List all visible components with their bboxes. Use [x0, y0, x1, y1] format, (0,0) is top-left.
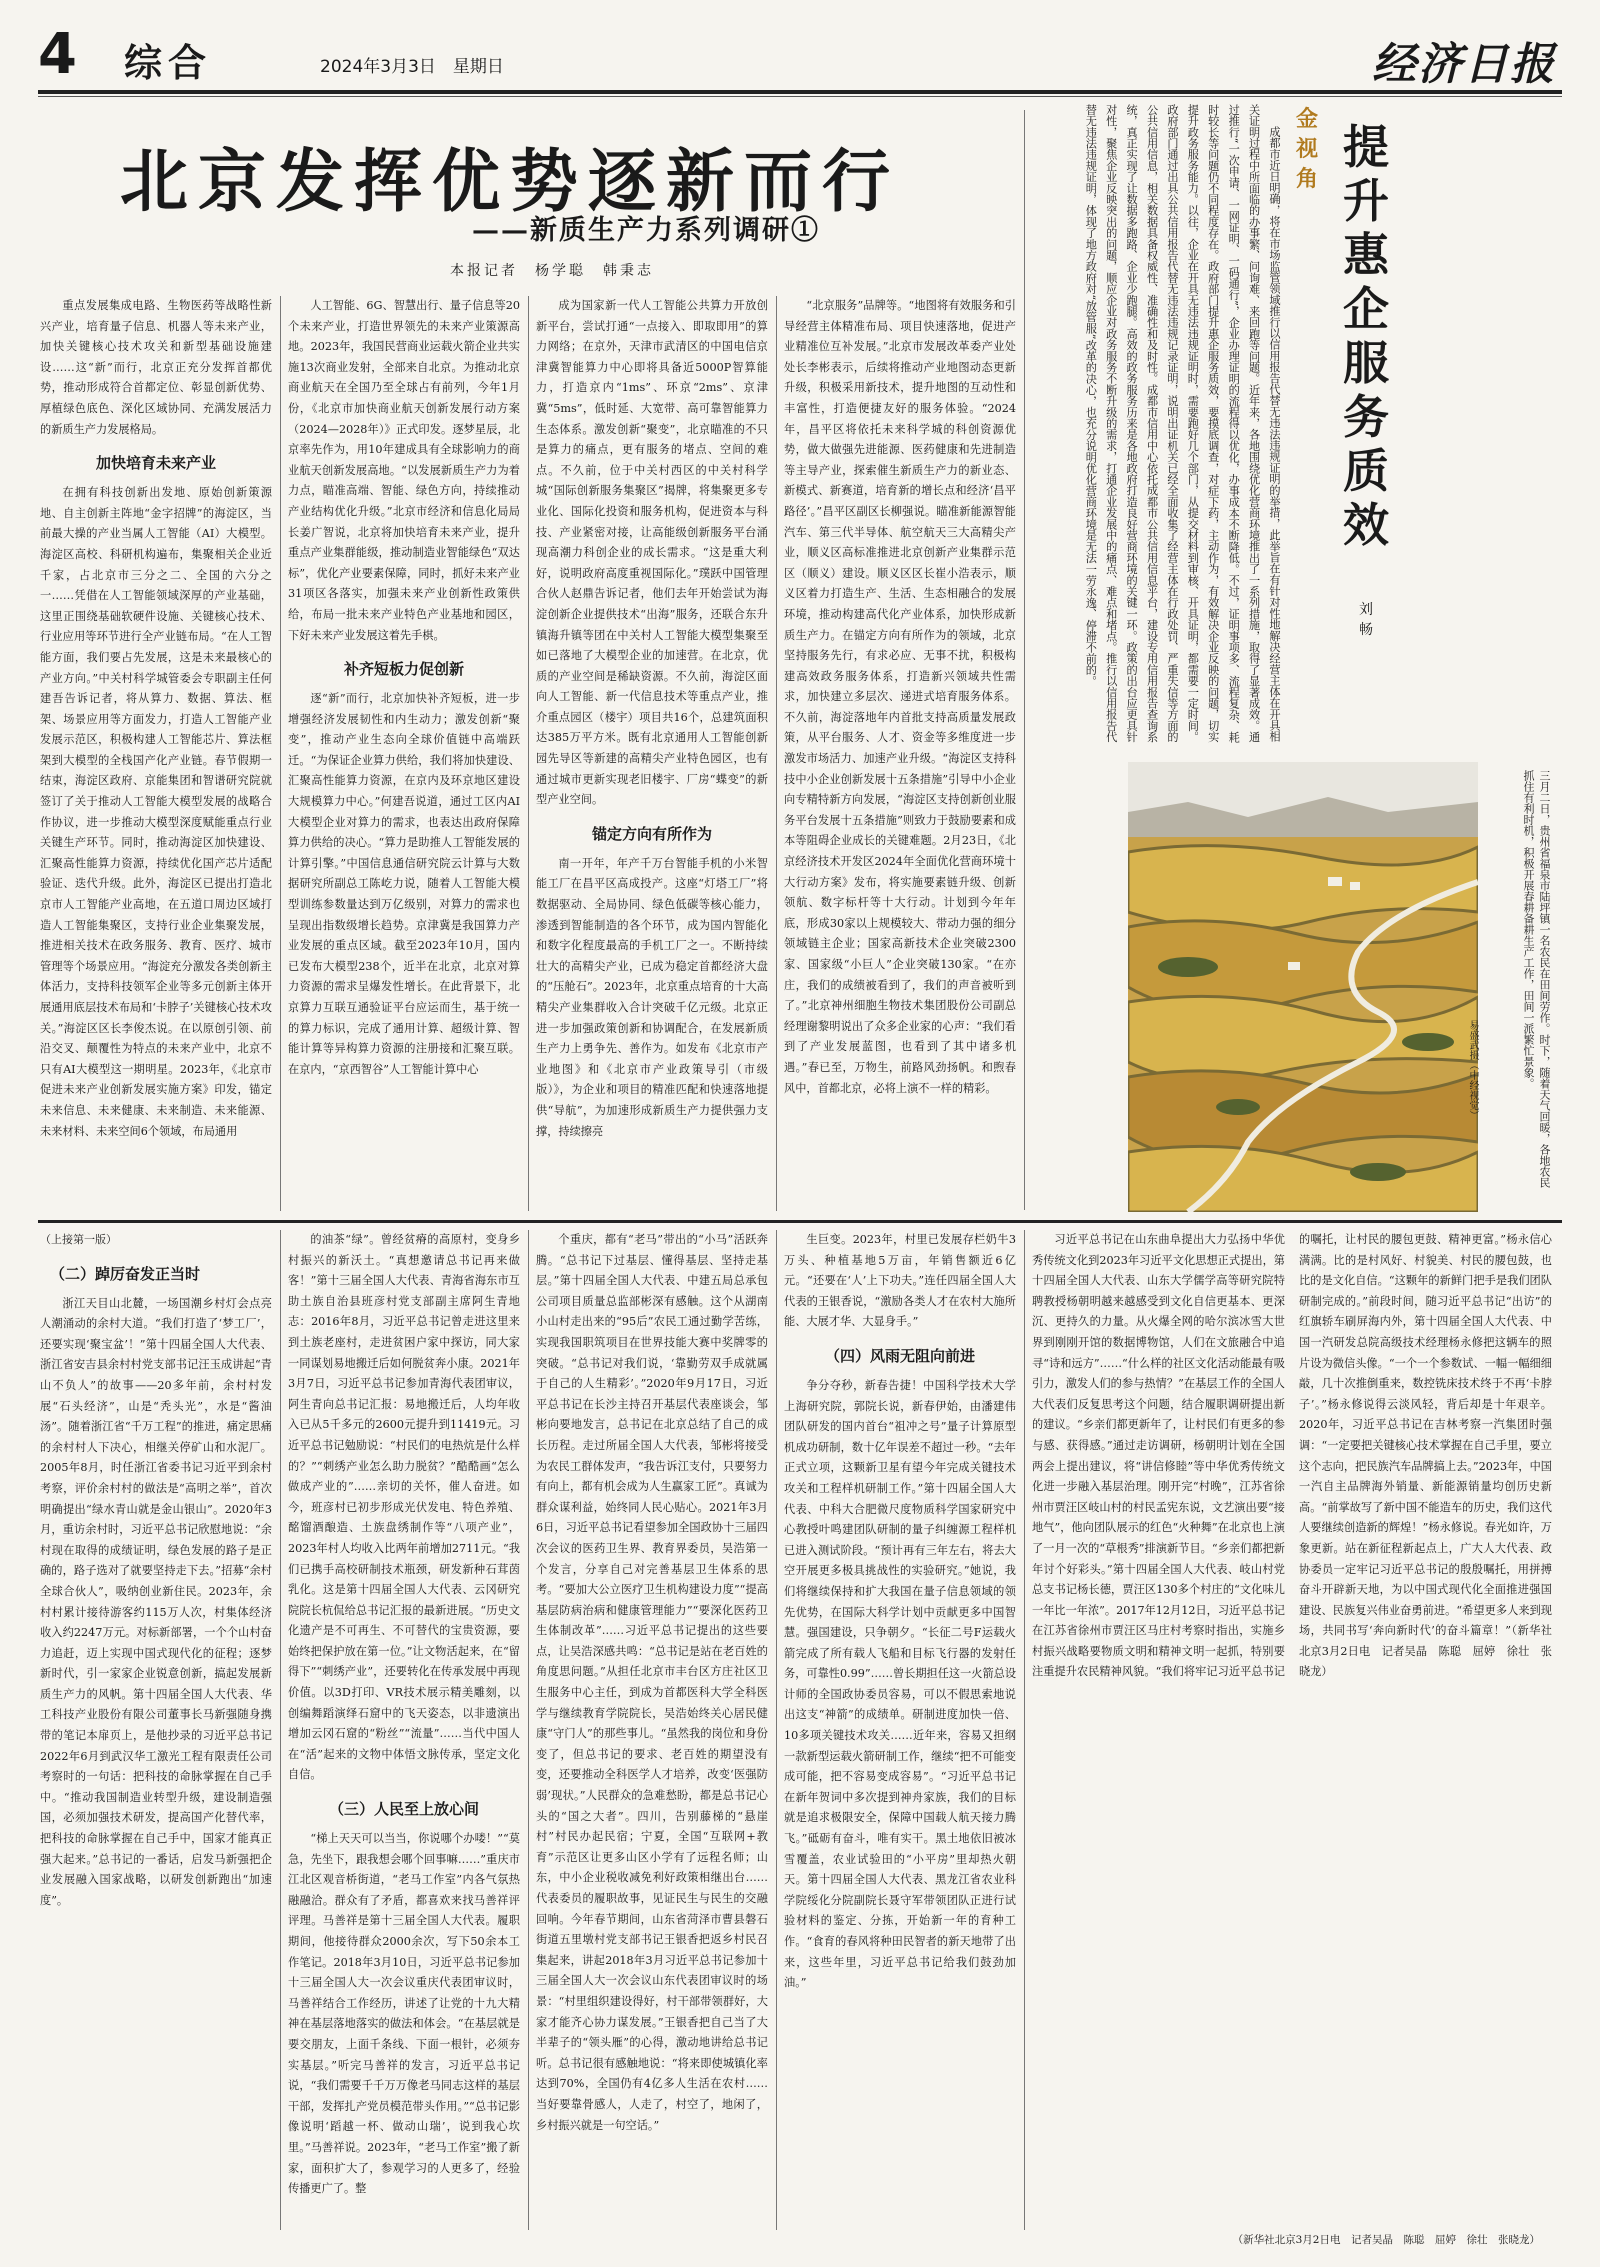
header-rule [38, 90, 1562, 94]
issue-date: 2024年3月3日 星期日 [320, 57, 504, 77]
lead-headline: 北京发挥优势逐新而行 [120, 143, 901, 222]
sidebar-title: 提升惠企服务质效 [1343, 120, 1389, 552]
sidebar-author: 刘畅 [1359, 602, 1373, 638]
lead-column-2 [288, 296, 520, 1211]
continuation-label: （上接第一版） [40, 1233, 117, 1246]
cont-part-4-title: （四）风雨无阻向前进 [824, 1346, 975, 1365]
lead-col1-body: 在拥有科技创新出发地、原始创新策源地、自主创新主阵地“金字招牌”的海淀区，当前最大操的产业当属人工智能（AI）大模型。海淀区高校、科研机构遍布，集聚相关企业近千家，占北京市三分之二、全国的六分之一……凭借在人工智能领域深厚的产业基础，这里正围绕基础软硬件设施、关键核心技术、行业应用等环节进行全产业链布局。“在人工智能方面，我们要占先发展，这是未来最核心的产业方向。”中关村科学城管委会专职副主任何建吾告诉记者，将从算力、数据、算法、框架、场景应用等方面发力，打造人工智能产业发展示范区，积极构建人工智能芯片、算法框架到大模型的全栈国产化产业链。春节假期一结束，海淀区政府、京能集团和智谱研究院就签订了关于推动人工智能大模型发展的战略合作协议，进一步推动大模型深度赋能重点行业关键生产环节。同时，推动海淀区加快建设、汇聚高性能算力资源，持续优化国产芯片适配验证、迭代升级。此外，海淀区已提出打造北京市人工智能产业高地，在五道口周边区域打造人工智能集聚区，支持行业企业集聚发展，推进相关技术在政务服务、教育、医疗、城市管理等个场景应用。“海淀充分激发各类创新主体活力，支持科技领军企业等多元创新主体开展通用底层技术布局和‘卡脖子’关键核心技术攻关。”海淀区区长李俊杰说。在以原创引领、前沿交叉、颠覆性为特点的未来产业中，北京不只有AI大模型这一期明星。2023年，《北京市促进未来产业创新发展实施方案》印发，锚定未来信息、未来健康、未来制造、未来能源、未来材料、未来空间6个领域，布局通用 [40, 486, 272, 1138]
page-header [38, 22, 1562, 90]
cont-column-5 [1032, 1230, 1552, 2225]
lead-section-2-title: 补齐短板力促创新 [343, 660, 464, 679]
farmland-photo [1128, 762, 1478, 1212]
cont-column-1 [40, 1230, 272, 2230]
photo-credit: 易盛武摄（中经视觉） [1467, 1020, 1478, 1120]
lead-column-1 [40, 296, 272, 1211]
cont-part2-col4: 生巨变。2023年，村里已发展存栏奶牛3万头、种植基地5万亩，年销售额近6亿元。“还要在‘人’上下功夫。”连任四届全国人大代表的王银香说，“激励各类人才在农村大施所能、大展才华、大显身手。” [784, 1233, 1016, 1329]
lead-section-3-title: 锚定方向有所作为 [591, 824, 712, 843]
column-divider [1024, 1230, 1025, 2230]
sidebar-text: 成都市近日明确，将在市场监管领域推行以信用报告代替无违法违规证明的举措，此举旨在有针对性地解决经营主体在开具相关证明过程中所面临的办事繁、问询难、来回跑等问题。近年来，各地围绕优化营商环境推出了一系列措施，取得了显著成效。通过推行“一次申请、一网证明、一码通行”，企业办理证明的流程得以优化，办事成本不断降低。不过，证明事项多、流程复杂、耗时较长等问题仍不同程度存在。政府部门提升惠企服务质效，要摸底调查，对症下药，主动作为，有效解决企业反映的问题，切实提升政务服务能力。以往，企业在开具无违法违规证明时，需要跑好几个部门，从提交材料到审核、开具证明，都需要一定时间。政府部门通过出具公共信用报告代替无违法违规记录证明，说明出证机关已经全面收集了经营主体在行政处罚、严重失信等方面的公共信用信息，相关数据具备权威性、准确性和及时性。成都市信用中心依托成都市公共信用信息平台，建设专用信用报告查询系统，真正实现了让数据多跑路、企业少跑腿。高效的政务服务历来是各地政府打造良好营商环境的关键一环。政策的出台应更具针对性，聚焦企业反映突出的问题，顺应企业对政务服务不断升级的需求，打通企业发展中的痛点、难点和堵点。推行以信用报告代替无违法违规证明，体现了地方政府对“放管服”改革的决心，也充分说明优化营商环境是无法一劳永逸、停滞不前的。 [1084, 104, 1281, 743]
cont-column-3 [536, 1230, 768, 2230]
lead-col3-body-2: 南一开年，年产千万台智能手机的小米智能工厂在昌平区高成投产。这座“灯塔工厂”将数据驱动、全局协同、绿色低碳等核心能力，渗透到智能制造的各个环节，成为国内智能化和数字化程度最高的手机工厂之一。不断持续壮大的高精尖产业，已成为稳定首都经济大盘的“压舱石”。2023年，北京重点培育的十大高精尖产业集群收入合计突破千亿元级。北京正进一步加强政策创新和协调配合，在发展新质生产力上勇争先、善作为。如发布《北京市产业地图》和《北京市产业政策导引（市级版）》，为企业和项目的精准匹配和快速落地提供“导航”，为加速形成新质生产力提供强力支撑，持续擦亮 [536, 856, 768, 1138]
cont-part4-col: 争分夺秒，新春告捷！中国科学技术大学上海研究院，郭院长说，新春伊始，由潘建伟团队研发的国内首台“祖冲之号”量子计算原型机成功研制，数十亿年误差不超过一秒。“去年正式立项，这颗新卫星有望今年完成关键技术攻关和工程样机研制工作。”第十四届全国人大代表、中科大合肥微尺度物质科学国家研究中心教授叶鸣建团队研制的量子纠缠源工程样机已进入测试阶段。“预计再有三年左右，将去大空开展更多极具挑战性的实验研究。”她说，我们将继续保持和扩大我国在量子信息领域的领先优势，在国际大科学计划中贡献更多中国智慧。强国建设，只争朝夕。“长征二号F运载火箭完成了所有载人飞船和目标飞行器的发射任务，可靠性0.99”……曾长期担任这一火箭总设计师的全国政协委员容易，可以不假思索地说出这支“神箭”的成绩单。研制进度加快一倍、10多项关键技术攻关……近年来，容易又担纲一款新型运载火箭研制工作，继续“把不可能变成可能，把不容易变成容易”。“习近平总书记在新年贺词中多次提到神舟家族，我们的目标就是追求极限安全，保障中国载人航天接力腾飞。”砥砺有奋斗，唯有实干。黑土地依旧被冰雪覆盖，农业试验田的“小平房”里却热火朝天。第十四届全国人大代表、黑龙江省农业科学院绥化分院副院长聂守军带领团队正进行试验材料的鉴定、分拣，开始新一年的育种工作。“食育的春风将种田民智者的新天地带了出来，这些年里，习近平总书记给我们鼓劲加油。” [784, 1378, 1016, 1990]
cont-part3-col2: “梯上天天可以当当，你说哪个办喽！”“莫急，先坐下，跟我想会哪个回事嘛……”重庆市江北区观音桥街道，“老马工作室”内各气氛热融融洽。群众有了矛盾，都喜欢来找马善祥评评理。马善祥是第十三届全国人大代表。履职期间，他接待群众2000余次，写下50余本工作笔记。2018年3月10日，习近平总书记参加十三届全国人大一次会议重庆代表团审议时，马善祥结合工作经历，讲述了让党的十九大精神在基层落地落实的做法和体会。“在基层就是要交朋友，上面千条线、下面一根针，必须夯实基层。”听完马善祥的发言，习近平总书记说，“我们需要千千万万像老马同志这样的基层干部，发挥扎产党员模范带头作用。”“总书记影像说明‘蹈越一杯、做动山瑞’，说到我心坎里。”马善祥说。2023年，“老马工作室”搬了新家，面积扩大了，参观学习的人更多了，经验传播更广了。整 [288, 1832, 520, 2196]
cont-part2-col1: 浙江天目山北麓，一场国潮乡村灯会点亮人潮涌动的余村大道。“我们打造了‘梦工厂’，还要实现‘聚宝盆’！”第十四届全国人大代表、浙江省安吉县余村村党支部书记汪玉成讲起“青山不负人”的故事——20多年前，余村村发展“石头经济”，山是“秃头光”，水是“酱油汤”。随着浙江省“千万工程”的推进，痛定思痛的余村村人下决心，相继关停矿山和水泥厂。2005年8月，时任浙江省委书记习近平到余村考察，评价余村村的做法是“高明之举”，首次明确提出“绿水青山就是金山银山”。2020年3月，重访余村时，习近平总书记欣慰地说：“余村现在取得的成绩证明，绿色发展的路子是正确的，路子选对了就要坚持走下去。”招募“余村全球合伙人”，吸纳创业新住民。2023年，余村村累计接待游客约115万人次，村集体经济收入约2247万元。对标新部署，一个个山村奋力追赶，迈上实现中国式现代化的征程；逐梦新时代，引一家家企业锐意创新，搞起发展新质生产力的风帆。第十四届全国人大代表、华工科技产业股份有限公司董事长马新强随身携带的笔记本扉页上，是他抄录的习近平总书记2022年6月到武汉华工激光工程有限责任公司考察时的一句话：把科技的命脉掌握在自己手中。“推动我国制造业转型升级，建设制造强国，必须加强技术研发，提高国产化替代率，把科技的命脉掌握在自己手中，国家才能真正强大起来。”总书记的一番话，启发马新强把企业发展融入国家战略，以研发创新跑出“加速度”。 [40, 1296, 272, 1907]
story-separator [38, 1220, 1562, 1223]
cont-part-2-title: （二）踔厉奋发正当时 [50, 1264, 201, 1283]
lead-intro: 重点发展集成电路、生物医药等战略性新兴产业，培育量子信息、机器人等未来产业，加快关键核心技术攻关和新型基础设施建设……这“新”而行，北京正充分发挥首都优势，推动形成符合首都定位、彰显创新优势、厚植绿色底色、深化区域协同、充满发展活力的新质生产力发展格局。 [40, 299, 272, 436]
column-divider [280, 296, 281, 1211]
sidebar-kicker: 金视角 [1295, 106, 1318, 192]
newspaper-masthead: 经济日报 [1372, 39, 1556, 90]
lead-column-4 [784, 296, 1016, 1211]
column-divider [280, 1230, 281, 2230]
header-rule-thin [38, 96, 1562, 97]
lead-section-1-title: 加快培育未来产业 [95, 454, 216, 473]
cont-part4-col2: 习近平总书记在山东曲阜提出大力弘扬中华优秀传统文化到2023年习近平文化思想正式提出，第十四届全国人大代表、山东大学儒学高等研究院特聘教授杨朝明越来越感受到文化自信更基本、更深沉、更持久的力量。从火爆全网的哈尔滨冰雪大世界到刚刚开馆的数据博物馆，人们在文旅融合中追寻“诗和远方”……“什么样的社区文化活动能最有吸引力，激发人们的参与热情？”在基层工作的全国人大代表们反复思考这个问题，结合履职调研提出新的建议。“乡亲们都更新年了，让村民们有更多的参与感、获得感。”通过走访调研，杨朝明计划在全国两会上提出建议，将“讲信修睦”等中华优秀传统文化进一步融入基层治理。刚开完“村晚”，江苏省徐州市贾汪区岐山村的村民孟宪东说，文艺演出要“接地气”，他向团队展示的红色“火种舞”在北京也上演了一月一次的“草根秀”排演新节目。“乡亲们都把新年讨个好彩头。”第十四届全国人大代表、岐山村党总支书记杨长德，贾汪区130多个村庄的“文化味儿一年比一年浓”。2017年12月12日，习近平总书记在江苏省徐州市贾汪区马庄村考察时指出，实施乡村振兴战略要物质文明和精神文明一起抓，特别要注重提升农民精神风貌。“我们将牢记习近平总书记的嘱托，让村民的腰包更鼓、精神更富。”杨永信心满满。比的是村风好、村貌美、村民的腰包鼓，也比的是文化自信。“这颗年的新鲜门把手是我们团队研制完成的。”前段时间，随习近平总书记“出访”的红旗轿车刷屏海内外，第十四届全国人大代表、中国一汽研发总院高级技术经理杨永修把这辆车的照片设为微信头像。“一个一个参数试、一幅一幅细细敲，几十次推倒重来，数控铣床技术终于不再‘卡脖子’。”杨永修说得云淡风轻，背后却是十年艰辛。2020年，习近平总书记在吉林考察一汽集团时强调：“一定要把关键核心技术掌握在自己手里，要立这个志向，把民族汽车品牌搞上去。”2023年，中国一汽自主品牌海外销量、新能源销量均创历史新高。“前掌故写了新中国不能造车的历史，我们这代人要继续创造新的辉煌！”杨永修说。春光如许，万象更新。站在新征程新起点上，广大人大代表、政协委员一定牢记习近平总书记的殷殷嘱托，用拼搏奋斗开辟新天地，为以中国式现代化全面推进强国建设、民族复兴伟业奋勇前进。“希望更多人来到现场，共同书写‘奔向新时代’的奋斗篇章！”（新华社北京3月2日电 记者吴晶 陈聪 屈婷 徐壮 张晓龙） [1032, 1233, 1552, 1679]
cont-part2-col2: 的油茶“绿”。曾经贫瘠的高原村，变身乡村振兴的新沃土。“真想邀请总书记再来做客！”第十三届全国人大代表、青海省海东市互助土族自治县班彦村党支部副主席阿生青地志：2016年8月，习近平总书记曾走进这里来到土族老座村，走进贫困户家中探访，同大家一同谋划易地搬迁后如何脱贫奔小康。2021年3月7日，习近平总书记参加青海代表团审议，阿生青向总书记汇报：易地搬迁后，人均年收入已从5千多元的2600元提升到11419元。习近平总书记勉励说：“村民们的电热炕是什么样的？”“刺绣产业怎么助力脱贫？”酷酷画“怎么做成产业的”……亲切的关怀，催人奋进。如今，班彦村已初步形成光伏发电、特色养殖、酩馏酒酿造、土族盘绣制作等“八项产业”，2023年村人均收入比两年前增加2711元。“我们已携手高校研制技术瓶颈，研发新种石茸茵乳化。这是第十四届全国人大代表、云冈研究院院长杭侃给总书记汇报的最新进展。“历史文化遗产是不可再生、不可替代的宝贵资源，要始终把保护放在第一位。”让文物活起来，在“留得下”“刺绣产业”，还要转化在传承发展中再现价值。以3D打印、VR技术展示精美雕刻，以创编舞蹈演绎石窟中的飞天姿态，以非遗演出增加云冈石窟的“粉丝”“流量”……当代中国人在“活”起来的文物中体悟文脉传承，坚定文化自信。 [288, 1233, 520, 1782]
cont-part2-col3: 个重庆，都有“老马”带出的“小马”活跃奔腾。“总书记下过基层、懂得基层、坚持走基层。”第十四届全国人大代表、中建五局总承包公司项目质量总监部彬深有感触。这个从湖南小山村走出来的“95后”农民工通过勤学苦练，实现我国职筑项目在世界技能大赛中奖牌零的突破。“总书记对我们说，‘靠勤劳双手成就属于自己的人生精彩’。”2020年9月17日，习近平总书记在长沙主持召开基层代表座谈会，邹彬向要地发言，总书记在北京总结了自己的成长历程。走过所届全国人大代表，邹彬将接受为农民工群体发声，“我告诉江支付，只要努力有向上，都有机会成为人生赢家工匠”。真诚为群众谋利益，始终同人民心贴心。2021年3月6日，习近平总书记看望参加全国政协十三届四次会议的医药卫生界、教育界委员，吴浩第一个发言，分享自己对完善基层卫生体系的思考。“要加大公立医疗卫生机构建设力度”“提高基层防病治病和健康管理能力”“要深化医药卫生体制改革”……习近平总书记提出的这些要点，让吴浩深感共鸣：“总书记是站在老百姓的角度思问题。”从担任北京市丰台区方庄社区卫生服务中心主任，到成为首都医科大学全科医学与继续教育学院院长，吴浩始终关心居民健康“守门人”的那些事儿。“虽然我的岗位和身份变了，但总书记的要求、老百姓的期望没有变，还要推动全科医学人才培养，改变‘医强防弱’现状。”人民群众的急难愁盼，都是总书记心头的“国之大者”。四川，告别藤梯的“悬崖村”村民办起民宿；宁夏，全国“互联网+教育”示范区让更多山区小学有了远程名师；山东，中小企业税收减免利好政策相继出台……代表委员的履职故事，见证民生与民生的交融回响。今年春节期间，山东省菏泽市曹县磐石街道五里墩村党支部书记王银香把返乡村民召集起来，讲起2018年3月习近平总书记参加十三届全国人大一次会议山东代表团审议时的场景：“村里组织建设得好，村干部带领群好，大家才能齐心协力谋发展。”王银香把自己当了大半辈子的“领头雁”的心得，激动地讲给总书记听。总书记很有感触地说：“将来即使城镇化率达到70%，全国仍有4亿多人生活在农村……当好要靠骨感人，人走了，村空了，地闲了，乡村振兴就是一句空话。” [536, 1233, 768, 2132]
column-divider [1024, 110, 1025, 1210]
cont-column-4 [784, 1230, 1016, 2230]
column-divider [528, 296, 529, 1211]
lead-subheadline: ——新质生产力系列调研① [472, 215, 820, 246]
dispatch-credit: （新华社北京3月2日电 记者吴晶 陈聪 屈婷 徐壮 张晓龙） [1232, 2234, 1540, 2246]
column-divider [776, 1230, 777, 2230]
section-name: 综合 [124, 40, 213, 85]
sidebar-body [1034, 104, 1284, 744]
lead-col3-body: 成为国家新一代人工智能公共算力开放创新平台，尝试打通“一点接入、即取即用”的算力网络；在京外，天津市武清区的中国电信京津冀智能算力中心即将具备近5000P智算能力，打造京内“1ms”、环京“2ms”、京津冀“5ms”，低时延、大宽带、高可靠智能算力生态体系。激发创新“聚变”，北京瞄准的不只是算力的痛点，更有服务的堵点、空间的难点。不久前，位于中关村西区的中关村科学城“国际创新服务集聚区”揭牌，将集聚更多专业化、国际化投资和服务机构，促进资本与科技、产业紧密对接，让高能级创新服务平台涌现高潮力科创企业的成长需求。“这是重大利好，说明政府高度重视国际化。”璞跃中国管理合伙人赵鼎告诉记者，他们去年开始尝试为海淀创新企业提供技术“出海”服务，还联合东升镇海升镇等团在中关村人工智能大模型集聚至如已落地了大模型企业的加速营。在北京，优质的产业空间是稀缺资源。不久前，海淀区面向人工智能、新一代信息技术等重点产业，推介重点园区（楼宇）项目共16个，总建筑面积达385万平方米。既有北京通用人工智能创新园先导区等新建的高精尖产业特色园区，也有通过城市更新实现老旧楼宇、厂房“蝶变”的新型产业空间。 [536, 299, 768, 807]
column-divider [528, 1230, 529, 2230]
lead-col4-body: “北京服务”品牌等。“地图将有效服务和引导经营主体精准布局、项目快速落地，促进产业精准位互补发展。”北京市发展改革委产业处处长李彬表示，后续将推动产业地图动态更新升级，积极采用新技术，提升地图的互动性和丰富性，打造便捷友好的服务体验。“2024年，昌平区将依托未来科学城的科创资源优势，做大做强先进能源、医药健康和先进制造等主导产业，探索催生新质生产力的新业态、新模式、新赛道，培育新的增长点和经济‘昌平路径’。”昌平区副区长柳强说。瞄准新能源智能汽车、第三代半导体、航空航天三大高精尖产业，顺义区高标准推进北京创新产业集群示范区（顺义）建设。顺义区区长崔小浩表示，顺义区着力打造生产、生活、生态相融合的发展环境，推动构建高代化产业体系，加快形成新质生产力。在锚定方向有所作为的领域，北京坚持服务先行，有求必应、无事不扰，积极构建高效政务服务体系，打造新兴领域共性需求，加快建立多层次、递进式培育服务体系。不久前，海淀落地年内首批支持高质量发展政策，从平台服务、人才、资金等多维度进一步激发市场活力、加速产业升级。“海淀区支持科技中小企业创新发展十五条措施”引导中小企业向专精特新方向发展，“海淀区支持创新创业服务平台发展十五条措施”则致力于鼓励要素和成本等阻碍企业成长的关键难题。2月23日，《北京经济技术开发区2024年全面优化营商环境十大行动方案》发布，将实施要素链升级、创新领航、数字标杆等十大行动。计划到今年年底，形成30家以上规模较大、带动力强的细分领域链主企业；国家高新技术企业突破2300家、国家级“小巨人”企业突破130家。“在亦庄，我们的成绩被看到了，我们的声音被听到了。”北京神州细胞生物技术集团股份公司副总经理谢黎明说出了众多企业家的心声：“我们看到了产业发展蓝图，也看到了其中诸多机遇。”春已至，万物生，前路风劲扬帆。和煦春风中，首都北京，必将上演不一样的精彩。 [784, 299, 1016, 1095]
cont-part-3-title: （三）人民至上放心间 [328, 1800, 479, 1819]
page-number: 4 [38, 22, 77, 87]
terraced-fields-image [1128, 762, 1478, 1212]
photo-caption: 三月二日，贵州省福泉市陆坪镇一名农民在田间劳作。时下，随着天气回暖，各地农民抓住有利时机，积极开展春耕备耕生产工作，田间一派繁忙景象。 [1522, 770, 1551, 1188]
lead-col2-body-2: 逐“新”而行，北京加快补齐短板，进一步增强经济发展韧性和内生动力；激发创新“聚变”，推动产业生态向全球价值链中高端跃迁。“为保证企业算力供给，我们将加快建设、汇聚高性能算力资源，在京内及环京地区建设大规模算力中心。”何建吾说道，通过工区内AI大模型企业对算力的需求，也表达出政府保障算力供给的决心。“算力是助推人工智能发展的计算引擎。”中国信息通信研究院云计算与大数据研究所副总工陈屹力说，随着人工智能大模型训练参数量达到万亿级别，对算力的需求也呈现出指数级增长趋势。京津冀是我国算力产业发展的重点区域。截至2023年10月，国内已发布大模型238个，近半在北京，北京对算力资源的需求呈爆发性增长。在此背景下，北京算力互联互通验证平台应运而生，基于统一的算力标识，完成了通用计算、超级计算、智能计算等异构算力资源的注册接和汇聚互联。在京内，“京西智谷”人工智能计算中心 [288, 692, 520, 1076]
lead-byline: 本报记者 杨学聪 韩秉志 [450, 263, 654, 279]
lead-column-3 [536, 296, 768, 1211]
lead-col2-body: 人工智能、6G、智慧出行、量子信息等20个未来产业，打造世界领先的未来产业策源高地。2023年，我国民营商业运载火箭企业共实施13次商业发射，全部来自北京。为推动北京商业航天在全国乃至全球占有前列，今年1月份，《北京市加快商业航天创新发展行动方案（2024—2028年）》正式印发。逐梦星辰，北京率先作为，用10年建成具有全球影响力的商业航天创新发展高地。“以发展新质生产力为着力点，瞄准高端、智能、绿色方向，持续推动产业结构优化升级。”北京市经济和信息化局局长姜广智说，北京将加快培育未来产业，提升重点产业集群能级，推动制造业智能绿色“双达标”，优化产业要素保障，同时，抓好未来产业31项区各落实，加强未来产业创新性政策供给，布局一批未来产业特色产业基地和园区，下好未来产业发展这着先手棋。 [288, 299, 520, 642]
column-divider [776, 296, 777, 1211]
cont-column-2 [288, 1230, 520, 2230]
